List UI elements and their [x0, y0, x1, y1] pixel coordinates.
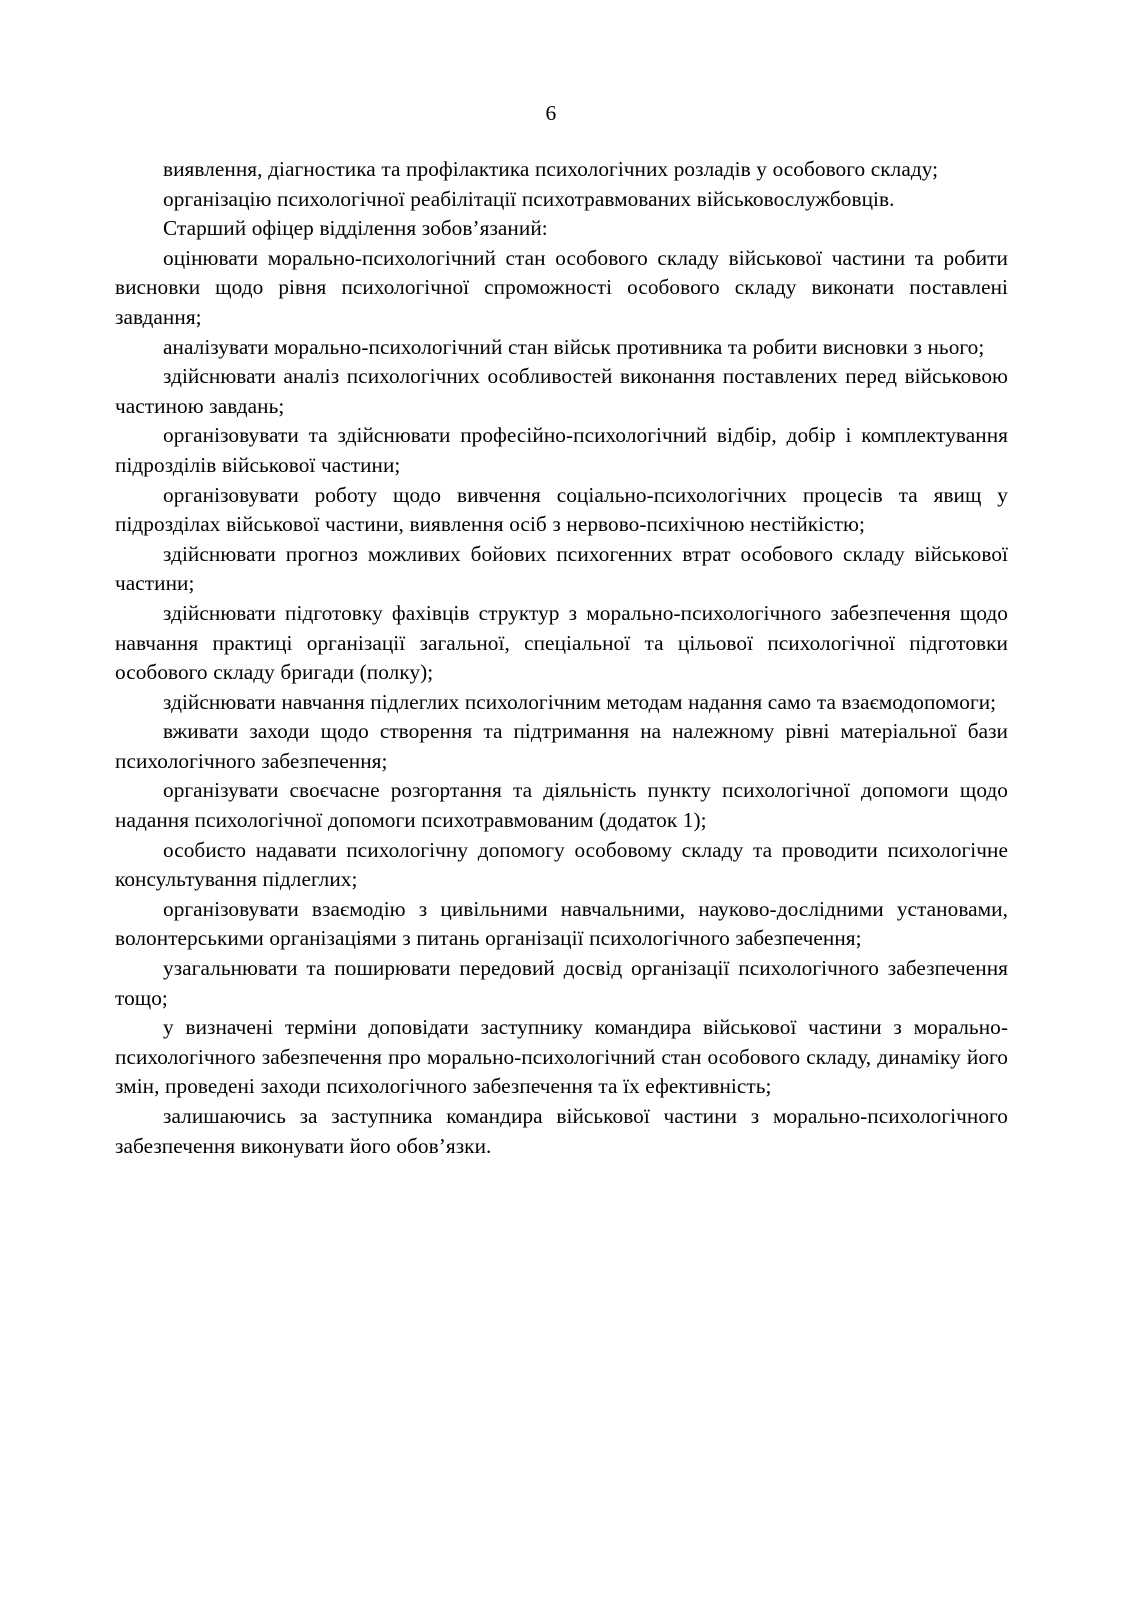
body-paragraph: аналізувати морально-психологічний стан військ противника та робити висновки з нього;: [163, 334, 985, 359]
body-paragraph: особисто надавати психологічну допомогу особовому складу та проводити психологічне консультування підлеглих;: [115, 837, 1008, 892]
document-body: [115, 155, 1008, 1161]
body-paragraph: оцінювати морально-психологічний стан особового складу військової частини та робити висновки щодо рівня психологічної спроможності особового складу виконати поставлені завдання;: [115, 245, 1008, 329]
body-paragraph: здійснювати прогноз можливих бойових психогенних втрат особового складу військової частини;: [115, 541, 1008, 596]
page-number: 6: [545, 101, 557, 125]
body-paragraph: організувати своєчасне розгортання та діяльність пункту психологічної допомоги щодо надання психологічної допомоги психотравмованим (додаток 1);: [115, 778, 1008, 833]
body-paragraph: здійснювати аналіз психологічних особливостей виконання поставлених перед військовою частиною завдань;: [115, 364, 1008, 418]
body-paragraph: організацію психологічної реабілітації психотравмованих військовослужбовців.: [163, 186, 895, 211]
body-paragraph: виявлення, діагностика та профілактика психологічних розладів у особового складу;: [163, 157, 939, 181]
body-paragraph: Старший офіцер відділення зобов’язаний:: [163, 216, 548, 241]
body-paragraph: організовувати взаємодію з цивільними навчальними, науково-дослідними установами, волонтерськими організаціями з питань організації психологічного забезпечення;: [115, 896, 1008, 951]
body-paragraph: узагальнювати та поширювати передовий досвід організації психологічного забезпечення тощо;: [115, 956, 1008, 1010]
body-paragraph: здійснювати підготовку фахівців структур з морально-психологічного забезпечення щодо навчання практиці організації загальної, спеціальної та цільової психологічної підготовки особового складу бригади (полку);: [115, 600, 1008, 685]
body-paragraph: залишаючись за заступника командира військової частини з морально-психологічного забезпечення виконувати його обов’язки.: [115, 1104, 1008, 1158]
body-paragraph: організовувати та здійснювати професійно-психологічний відбір, добір і комплектування підрозділів військової частини;: [115, 423, 1008, 477]
body-paragraph: у визначені терміни доповідати заступнику командира військової частини з морально-психологічного забезпечення про морально-психологічний стан особового складу, динаміку його змін, проведені заходи психологічного забезпечення та їх ефективність;: [115, 1015, 1008, 1099]
body-paragraph: організовувати роботу щодо вивчення соціально-психологічних процесів та явищ у підрозділах військової частини, виявлення осіб з нервово-психічною нестійкістю;: [115, 482, 1008, 537]
body-paragraph: здійснювати навчання підлеглих психологічним методам надання само та взаємодопомоги;: [163, 689, 997, 714]
body-paragraph: вживати заходи щодо створення та підтримання на належному рівні матеріальної бази психологічного забезпечення;: [115, 719, 1008, 773]
